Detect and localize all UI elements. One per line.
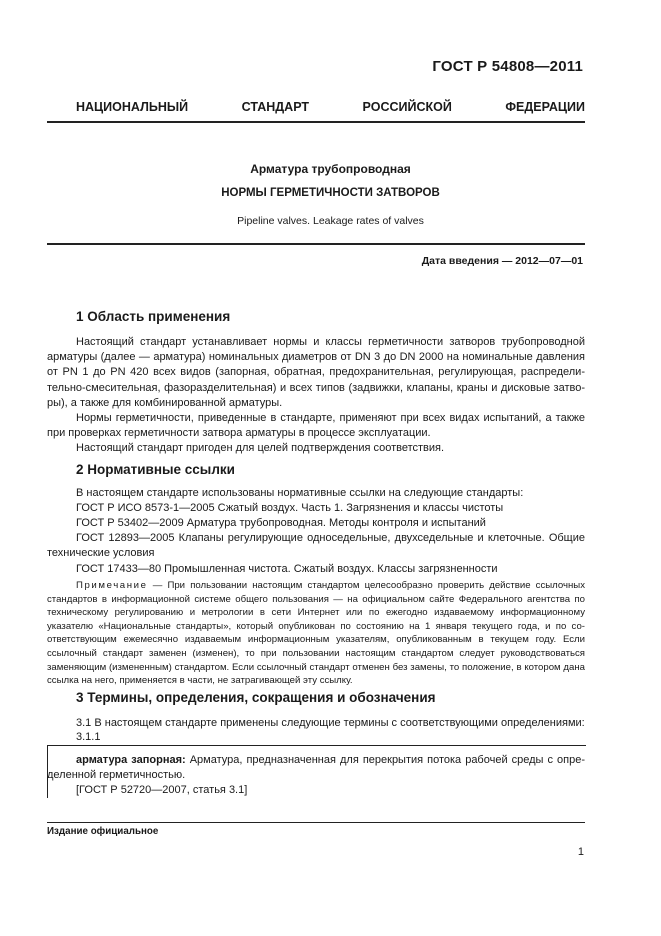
note-label: Примечание [76, 580, 148, 591]
section-3-1-paragraph: 3.1 В настоящем стандарте применены следующие термины с соответствующими определениями: [76, 717, 585, 729]
section-2-intro: В настоящем стандарте использованы нормативные ссылки на следующие стандарты: [76, 487, 524, 499]
section-3-1-1-number: 3.1.1 [76, 731, 101, 743]
term-definition-text: Арматура, предназначенная для перекрытия потока рабочей среды с опре-деленной герметичностью. [47, 754, 585, 782]
title-english: Pipeline valves. Leakage rates of valves [237, 215, 424, 227]
term-name: арматура запорная: [76, 754, 186, 766]
reference-item: ГОСТ Р ИСО 8573-1—2005 Сжатый воздух. Часть 1. Загрязнения и классы чистоты [76, 502, 504, 514]
section-1-paragraph-1: Настоящий стандарт устанавливает нормы и классы герметичности затворов трубопроводной арматуры (далее — арматура) номинальных диаметров от DN 3 до DN 2000 на номинальные давления от PN 1 до PN 420 всех видов (запорная, обратная, предохранительная, регулирующая, распредели-тельно-смесительная, фазоразделительная) и всех типов (задвижки, клапаны, краны и дисковые затво-ры), а также для комбинированной арматуры. [47, 336, 585, 409]
term-source: [ГОСТ Р 52720—2007, статья 3.1] [76, 784, 248, 796]
section-2-note [47, 579, 585, 688]
title-main: НОРМЫ ГЕРМЕТИЧНОСТИ ЗАТВОРОВ [221, 187, 440, 199]
reference-item: ГОСТ Р 53402—2009 Арматура трубопроводная. Методы контроля и испытаний [76, 517, 486, 529]
section-1-paragraph-2: Нормы герметичности, приведенные в стандарте, применяют при всех видах испытаний, а также при проверках герметичности затвора арматуры в процессе эксплуатации. [47, 412, 585, 440]
reference-item: ГОСТ 12893—2005 Клапаны регулирующие односедельные, двухседельные и клеточные. Общие технические условия [47, 532, 585, 560]
header-rule [47, 121, 585, 123]
footer-rule [47, 822, 585, 823]
title-rule [47, 243, 585, 245]
reference-item: ГОСТ 17433—80 Промышленная чистота. Сжатый воздух. Классы загрязненности [76, 563, 498, 575]
note-text: — При пользовании настоящим стандартом целесообразно проверить действие ссылочных стандартов в информационной системе общего пользования — на официальном сайте Федерального агентства по техническому регулированию и метрологии в сети Интернет или по ежегодно издаваемому информационному указателю «Национальные стандарты», который опубликован по состоянию на 1 января текущего года, и по со-ответствующим ежемесячно издаваемым информационным указателям, опубликованным в текущем году. Если ссылочный стандарт заменен (изменен), то при пользовании настоящим стандартом следует руководствоваться заменяющим (измененным) стандартом. Если ссылочный стандарт отменен без замены, то положение, в котором дана ссылка на него, применяется в части, не затрагивающей эту ссылку. [47, 580, 585, 687]
title-category: Арматура трубопроводная [250, 162, 411, 176]
section-1-heading: 1 Область применения [76, 309, 231, 324]
section-1-paragraph-3: Настоящий стандарт пригоден для целей подтверждения соответствия. [76, 442, 445, 454]
page-number: 1 [577, 846, 584, 858]
document-number: ГОСТ Р 54808—2011 [432, 58, 583, 75]
edition-label: Издание официальное [47, 826, 159, 837]
introduction-date: Дата введения — 2012—07—01 [421, 255, 583, 267]
section-2-heading: 2 Нормативные ссылки [76, 462, 235, 477]
national-standard-banner: НАЦИОНАЛЬНЫЙ СТАНДАРТ РОССИЙСКОЙ ФЕДЕРАЦИИ [76, 100, 585, 114]
term-definition [47, 753, 585, 783]
section-3-heading: 3 Термины, определения, сокращения и обозначения [76, 690, 436, 705]
